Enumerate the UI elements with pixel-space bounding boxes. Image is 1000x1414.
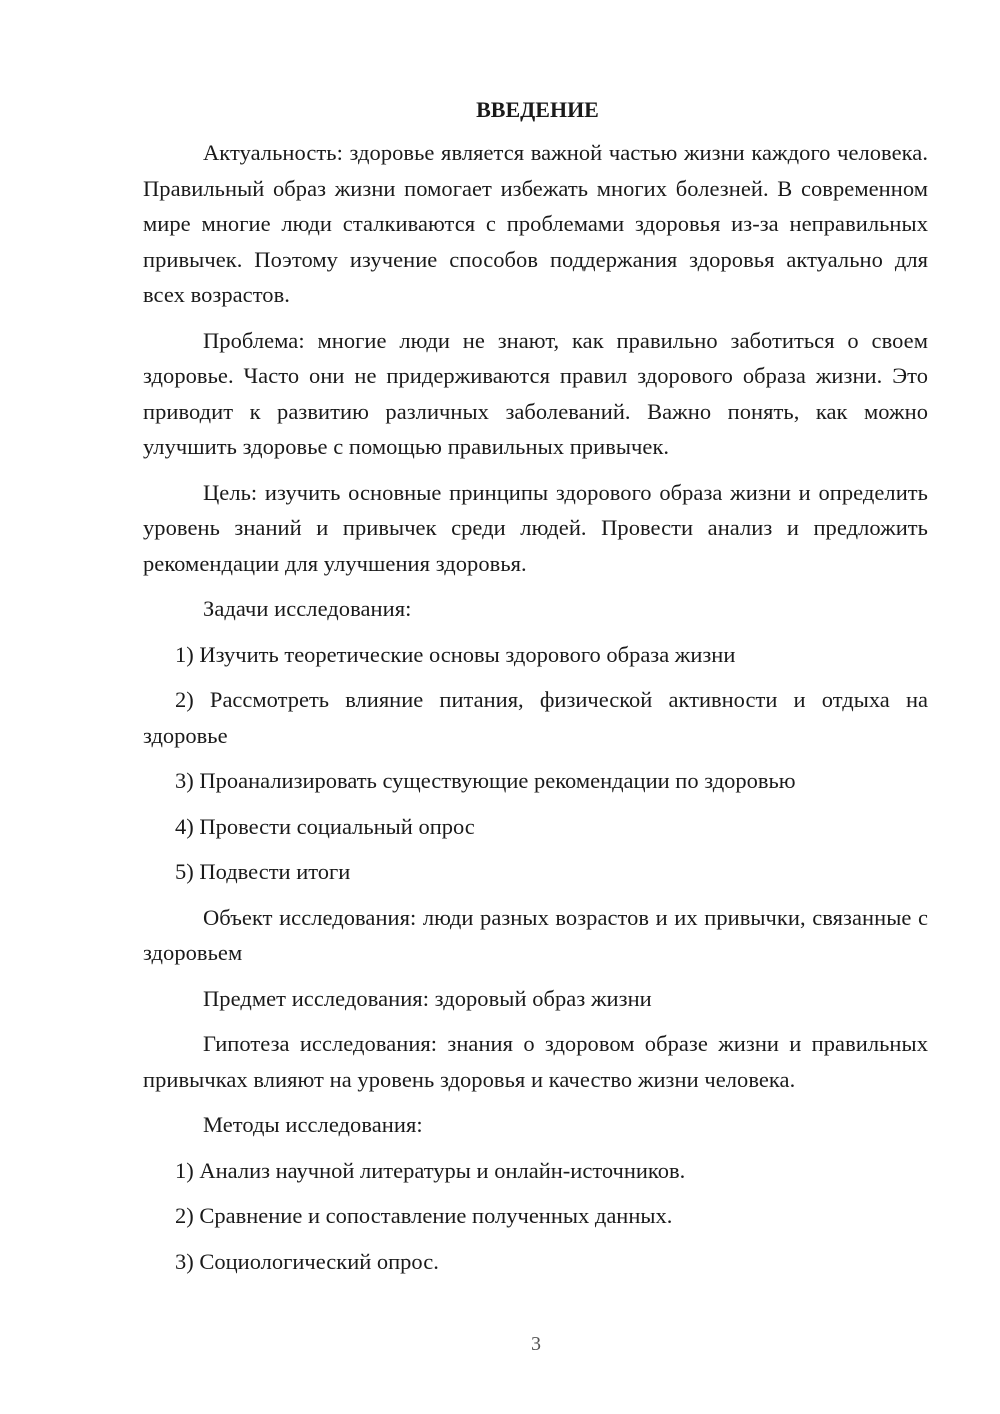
hypothesis-paragraph: Гипотеза исследования: знания о здоровом образе жизни и правильных привычках влияют на уровень здоровья и качество жизни человека.: [143, 1031, 928, 1092]
relevance-paragraph: Актуальность: здоровье является важной частью жизни каждого человека. Правильный образ жизни помогает избежать многих болезней. В современном мире многие люди сталкиваются с проблемами здоровья из-за неправильных привычек. Поэтому изучение способов поддержания здоровья актуально для всех возрастов.: [143, 140, 928, 307]
task-item: 1) Изучить теоретические основы здорового образа жизни: [175, 641, 736, 667]
problem-paragraph: Проблема: многие люди не знают, как правильно заботиться о своем здоровье. Часто они не придерживаются правил здорового образа жизни. Это приводит к развитию различных заболеваний. Важно понять, как можно улучшить здоровье с помощью правильных привычек.: [143, 327, 928, 459]
tasks-heading: Задачи исследования:: [203, 596, 412, 621]
methods-heading: Методы исследования:: [203, 1112, 423, 1137]
object-paragraph: Объект исследования: люди разных возрастов и их привычки, связанные с здоровьем: [143, 904, 928, 965]
document-page: [143, 95, 928, 1289]
section-title: ВВЕДЕНИЕ: [476, 97, 599, 122]
task-item: 5) Подвести итоги: [175, 859, 351, 884]
method-item: 1) Анализ научной литературы и онлайн-источников.: [175, 1157, 686, 1183]
task-item: 2) Рассмотреть влияние питания, физической активности и отдыха на здоровье: [143, 687, 928, 748]
task-item: 4) Провести социальный опрос: [175, 813, 475, 839]
goal-paragraph: Цель: изучить основные принципы здорового образа жизни и определить уровень знаний и привычек среди людей. Провести анализ и предложить рекомендации для улучшения здоровья.: [143, 479, 928, 576]
method-item: 3) Социологический опрос.: [175, 1248, 439, 1274]
method-item: 2) Сравнение и сопоставление полученных данных.: [175, 1203, 673, 1228]
task-item: 3) Проанализировать существующие рекомендации по здоровью: [175, 768, 796, 793]
page-number: 3: [531, 1333, 541, 1355]
subject-paragraph: Предмет исследования: здоровый образ жизни: [203, 985, 652, 1011]
